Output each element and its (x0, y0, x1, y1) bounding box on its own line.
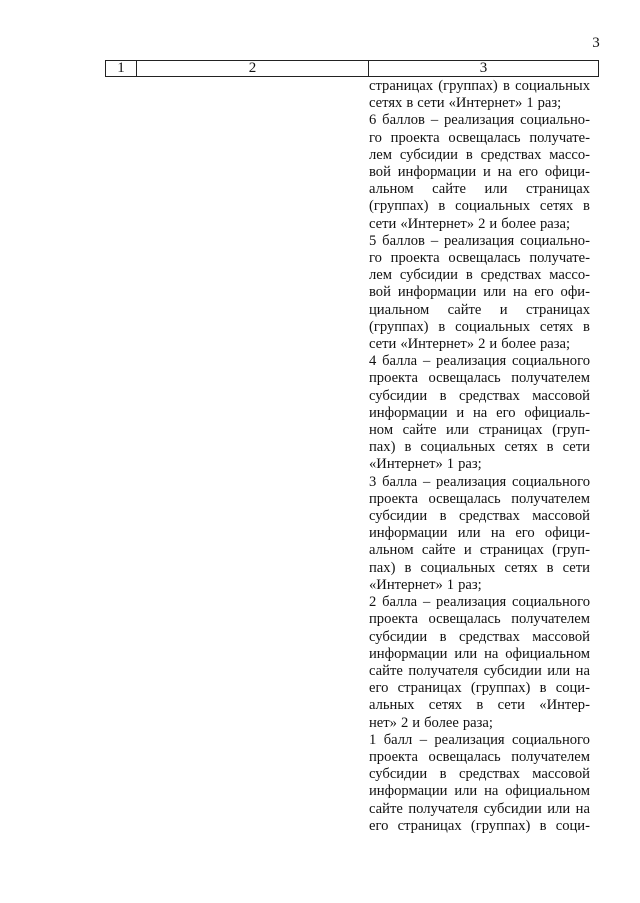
header-cell-2: 2 (137, 61, 369, 76)
text-line: сайте получателя субсидии или на (369, 800, 590, 817)
text-line: информации и на его официаль- (369, 404, 590, 421)
text-line: пах) в социальных сетях в сети (369, 559, 590, 576)
text-line: пах) в социальных сетях в сети (369, 439, 590, 456)
header-cell-1: 1 (106, 61, 137, 76)
text-line: его страницах (группах) в соци- (369, 680, 590, 697)
text-line: субсидии в средствах массовой (369, 766, 590, 783)
text-line: субсидии в средствах массовой (369, 508, 590, 525)
text-line: (группах) в социальных сетях в (369, 318, 590, 335)
text-line: субсидии в средствах массовой (369, 628, 590, 645)
text-line: информации или на официальном (369, 645, 590, 662)
text-line: 2 балла – реализация социального (369, 594, 590, 611)
page-number: 3 (592, 35, 600, 51)
table-header (105, 60, 599, 77)
text-line: вой информации и на его офици- (369, 164, 590, 181)
text-line: лем субсидии в средствах массо- (369, 267, 590, 284)
text-line: проекта освещалась получателем (369, 611, 590, 628)
header-cell-3: 3 (479, 60, 488, 76)
text-line: циальном сайте и страницах (369, 301, 590, 318)
text-line: 3 балла – реализация социального (369, 473, 590, 490)
column-3-text (369, 78, 590, 835)
text-line: сетях в сети «Интернет» 1 раз; (369, 95, 562, 112)
text-line: сети «Интернет» 2 и более раза; (369, 336, 571, 353)
text-line: сети «Интернет» 2 и более раза; (369, 215, 571, 232)
text-line: информации или на официальном (369, 783, 590, 800)
text-line: «Интернет» 1 раз; (369, 576, 482, 593)
text-line: нет» 2 и более раза; (369, 714, 493, 731)
text-line: «Интернет» 1 раз; (369, 456, 482, 473)
text-line: вой информации или на его офи- (369, 284, 590, 301)
text-line: ном сайте или страницах (груп- (369, 422, 590, 439)
text-line: альном сайте и страницах (груп- (369, 542, 590, 559)
text-line: информации или на его офици- (369, 525, 590, 542)
text-line: альных сетях в сети «Интер- (369, 697, 590, 714)
text-line: альном сайте или страницах (369, 181, 590, 198)
text-line: (группах) в социальных сетях в (369, 198, 590, 215)
text-line: 1 балл – реализация социального (369, 731, 590, 748)
text-line: 4 балла – реализация социального (369, 353, 590, 370)
text-line: 6 баллов – реализация социально- (369, 112, 590, 129)
text-line: страницах (группах) в социальных (369, 78, 590, 94)
text-line: его страницах (группах) в соци- (369, 817, 590, 834)
text-line: проекта освещалась получателем (369, 370, 590, 387)
text-line: го проекта освещалась получате- (369, 129, 590, 146)
text-line: проекта освещалась получателем (369, 490, 590, 507)
text-line: проекта освещалась получателем (369, 748, 590, 765)
text-line: субсидии в средствах массовой (369, 387, 590, 404)
text-line: лем субсидии в средствах массо- (369, 146, 590, 163)
text-line: сайте получателя субсидии или на (369, 662, 590, 679)
text-line: го проекта освещалась получате- (369, 250, 590, 267)
text-line: 5 баллов – реализация социально- (369, 232, 590, 249)
